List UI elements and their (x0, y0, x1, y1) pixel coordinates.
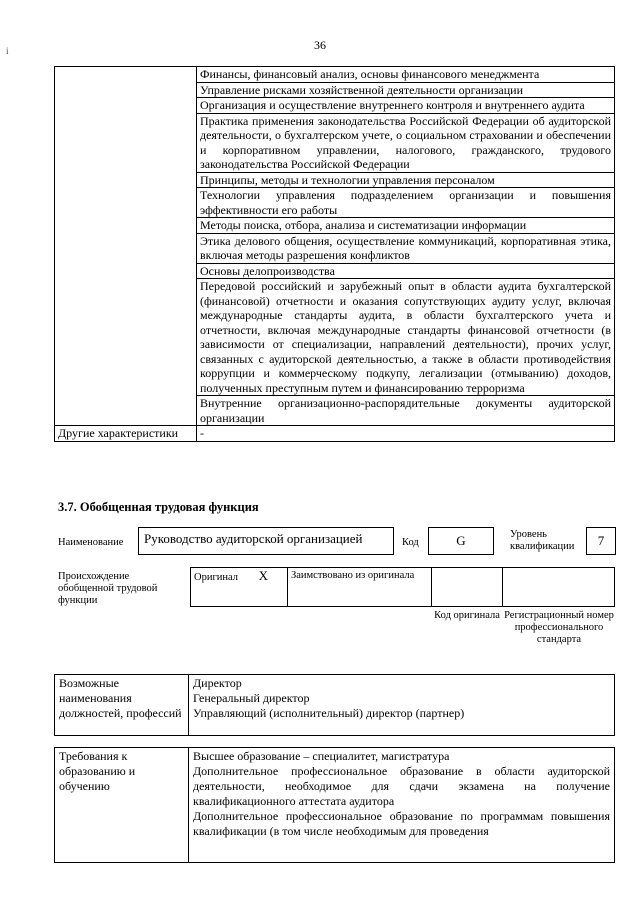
reg-number-cell (503, 568, 615, 607)
original-label: Оригинал (194, 572, 238, 583)
code-value: G (428, 527, 494, 555)
knowledge-item: Технологии управления подразделением организации и повышения эффективности его работы (197, 188, 615, 218)
knowledge-label-cell (55, 67, 197, 426)
knowledge-item: Финансы, финансовый анализ, основы финансового менеджмента (197, 67, 615, 83)
knowledge-item: Управление рисками хозяйственной деятельности организации (197, 82, 615, 98)
function-name-value: Руководство аудиторской организацией (138, 527, 394, 555)
knowledge-item: Практика применения законодательства Российской Федерации об аудиторской деятельности, о бухгалтерском учете, о социальном страховании и обеспечении и корпоративном управлении, налогового, гражданского, трудового законодательства Российской Федерации (197, 113, 615, 172)
education-item: Дополнительное профессиональное образование по программам повышения квалификации (в том числе необходимым для проведения (193, 809, 610, 838)
positions-table (54, 674, 615, 736)
position-item: Управляющий (исполнительный) директор (партнер) (193, 706, 465, 720)
education-item: Высшее образование – специалитет, магистратура (193, 749, 450, 763)
knowledge-item: Основы делопроизводства (197, 263, 615, 279)
knowledge-item: Методы поиска, отбора, анализа и систематизации информации (197, 218, 615, 234)
education-label: Требования к образованию и обучению (55, 748, 189, 863)
level-value: 7 (586, 527, 616, 555)
table-row (55, 426, 615, 442)
table-row (55, 675, 615, 736)
position-item: Директор (193, 676, 242, 690)
margin-mark: і (6, 46, 9, 56)
origin-code-caption: Код оригинала (434, 610, 500, 621)
section-heading: 3.7. Обобщенная трудовая функция (58, 500, 259, 514)
table-row (55, 67, 615, 83)
education-item: Дополнительное профессиональное образование в области аудиторской деятельности, необходимое для сдачи экзамена на получение квалификационного аттестата аудитора (193, 764, 610, 808)
knowledge-item: Передовой российский и зарубежный опыт в области аудита бухгалтерской (финансовой) отчетности и оказания сопутствующих аудиту услуг, включая международные стандарты аудита, в области бухгалтерского учета и отчетности, включая международные стандарты финансовой отчетности (в зависимости от специализации, направлений деятельности), прочих услуг, связанных с аудиторской деятельностью, а также в области противодействия коррупции и коммерческому подкупу, легализации (отмыванию) доходов, полученных преступным путем и финансированию терроризма (197, 279, 615, 396)
origin-table (190, 567, 615, 607)
page-number: 36 (314, 38, 326, 52)
knowledge-table (54, 66, 615, 442)
positions-label: Возможные наименования должностей, профессий (55, 675, 189, 736)
other-characteristics-value: - (197, 426, 615, 442)
table-row (191, 568, 615, 607)
reg-number-caption: Регистрационный номер профессионального стандарта (504, 610, 614, 645)
origin-code-cell (432, 568, 503, 607)
knowledge-item: Принципы, методы и технологии управления персоналом (197, 172, 615, 188)
knowledge-item: Внутренние организационно-распорядительные документы аудиторской организации (197, 396, 615, 426)
table-row (55, 748, 615, 863)
other-characteristics-label: Другие характеристики (55, 426, 197, 442)
original-cell (191, 568, 288, 607)
code-label: Код (402, 537, 419, 548)
positions-values (189, 675, 615, 736)
level-label: Уровень квалификации (510, 529, 575, 552)
name-label: Наименование (58, 537, 124, 548)
education-values (189, 748, 615, 863)
original-mark: X (258, 568, 269, 583)
position-item: Генеральный директор (193, 691, 310, 705)
knowledge-item: Этика делового общения, осуществление коммуникаций, корпоративная этика, включая методы разрешения конфликтов (197, 233, 615, 263)
education-table (54, 747, 615, 863)
origin-label: Происхождение обобщенной трудовой функции (58, 571, 158, 606)
knowledge-item: Организация и осуществление внутреннего контроля и внутреннего аудита (197, 98, 615, 114)
borrowed-label: Заимствовано из оригинала (288, 568, 432, 607)
